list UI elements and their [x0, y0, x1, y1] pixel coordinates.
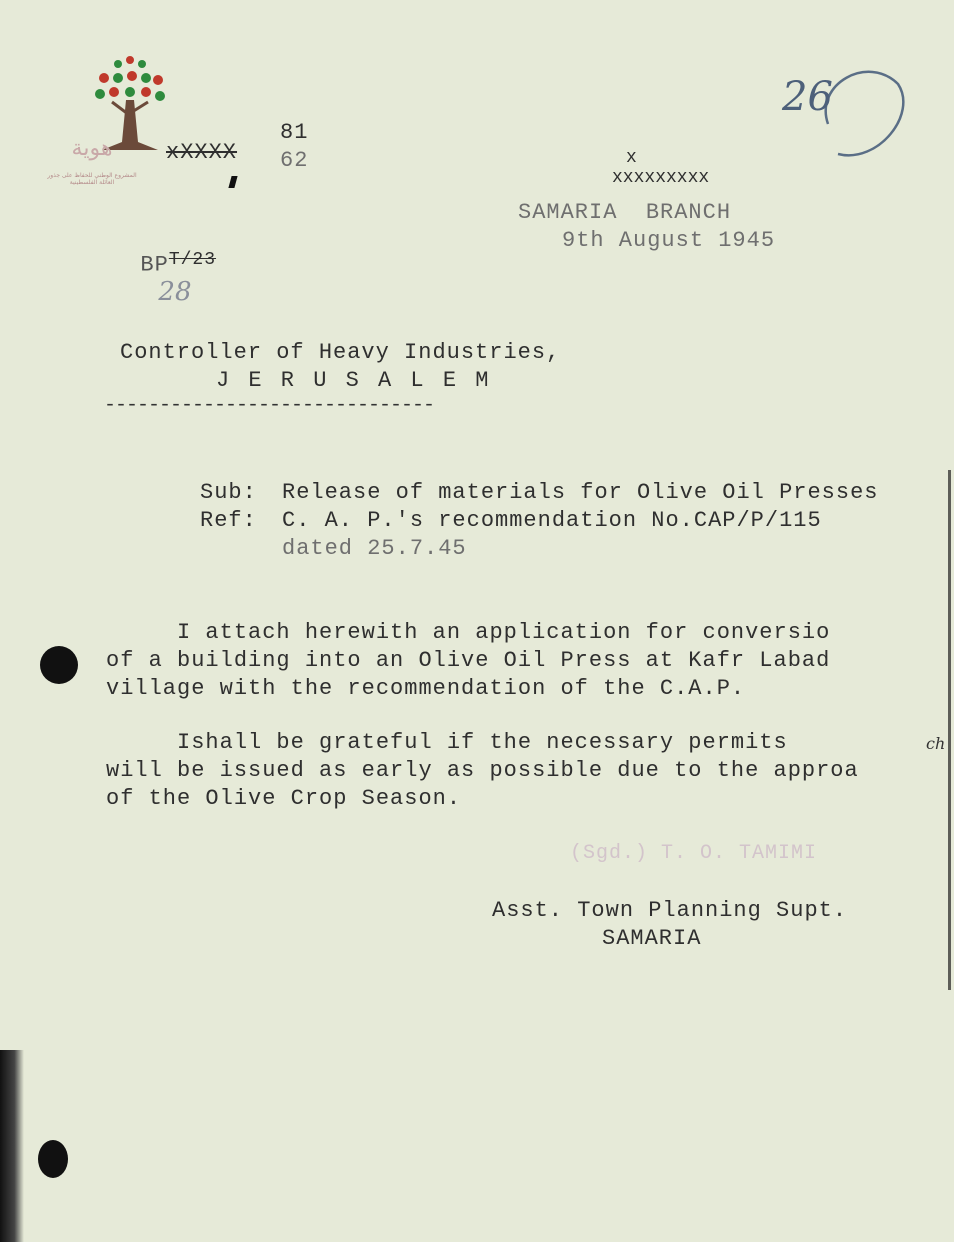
signature-stamp: (Sgd.) T. O. TAMIMI [570, 842, 818, 865]
folio-handwritten: 26 [782, 74, 833, 120]
punch-hole-bottom [38, 1140, 68, 1178]
left-edge-shadow [0, 1050, 24, 1242]
subject-text: Release of materials for Olive Oil Presses [282, 480, 879, 505]
file-code-superscript: T/23 [168, 250, 217, 270]
struck-reference: xXXXX [166, 140, 238, 165]
addressee-line-2: J E R U S A L E M [216, 368, 492, 393]
logo-name: هوية [71, 136, 113, 161]
paragraph-1-line-1: I attach herewith an application for conversio [106, 620, 831, 645]
sender-x-mark: x [626, 148, 638, 168]
signatory-place: SAMARIA [602, 926, 702, 951]
ref-number-top: 81 [280, 120, 309, 145]
ref-number-bottom: 62 [280, 148, 309, 173]
margin-annotation: ch [926, 734, 946, 753]
paragraph-1-line-2: of a building into an Olive Oil Press at Kafr Labad [106, 648, 831, 673]
logo [44, 36, 140, 196]
paragraph-2-line-2: will be issued as early as possible due to the approa [106, 758, 859, 783]
right-edge-line [948, 470, 951, 990]
paragraph-1-line-3: village with the recommendation of the C.A.P. [106, 676, 746, 701]
reference-text: C. A. P.'s recommendation No.CAP/P/115 [282, 508, 822, 533]
punch-hole-top [40, 646, 78, 684]
sender-branch: SAMARIA BRANCH [518, 200, 732, 225]
paragraph-2-line-3: of the Olive Crop Season. [106, 786, 462, 811]
file-handwritten-number: 28 [158, 277, 192, 308]
reference-date: dated 25.7.45 [282, 536, 467, 561]
folio-number [770, 36, 880, 156]
addressee-underline: ------------------------------ [104, 394, 435, 417]
file-reference [102, 232, 216, 325]
logo-caption: المشروع الوطني للحفاظ على جذور العائلة الفلسطينية [47, 172, 137, 186]
addressee-line-1: Controller of Heavy Industries, [120, 340, 561, 365]
subject-label: Sub: [200, 480, 257, 505]
reference-label: Ref: [200, 508, 257, 533]
paragraph-2-line-1: Ishall be grateful if the necessary permits [106, 730, 788, 755]
file-code: BP [140, 252, 169, 278]
signatory-title: Asst. Town Planning Supt. [492, 898, 848, 923]
letter-date: 9th August 1945 [562, 228, 776, 253]
sender-struck-line: xxxxxxxxx [612, 168, 710, 188]
ink-mark [228, 176, 237, 188]
